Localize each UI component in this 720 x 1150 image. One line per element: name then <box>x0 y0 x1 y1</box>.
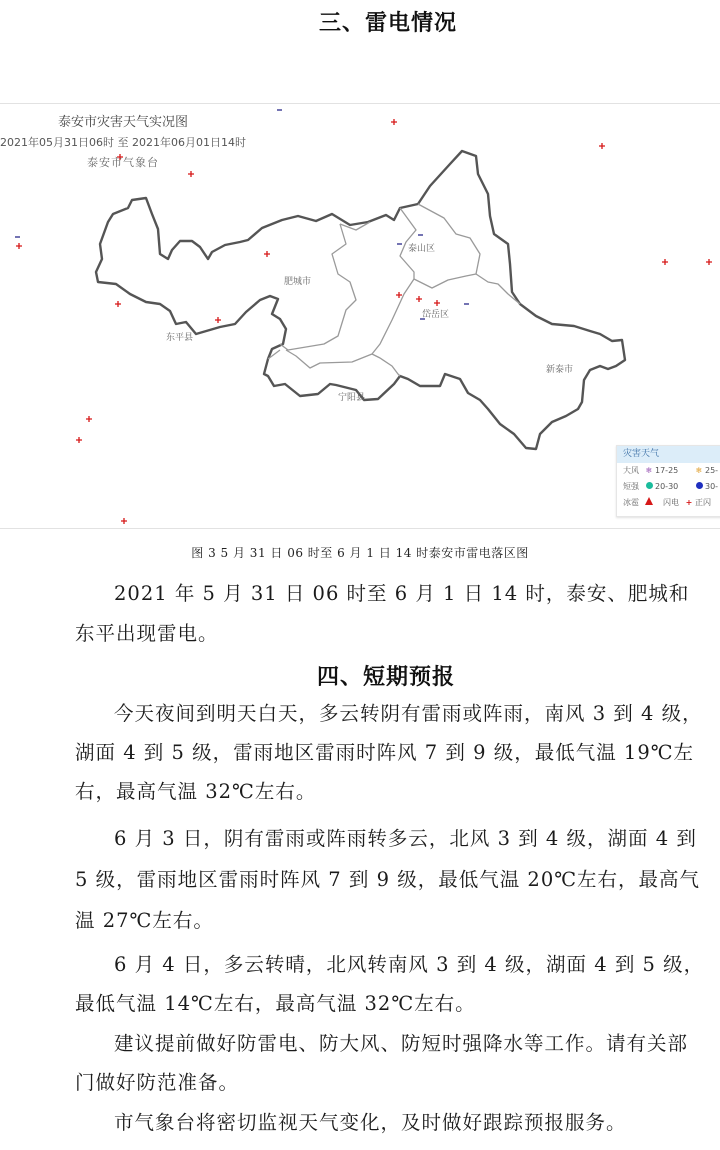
legend-label-hail: 冰雹 <box>623 498 639 507</box>
legend-label-wind: 大风 <box>623 466 639 475</box>
wind-orange-icon: ❄ <box>695 466 703 475</box>
district-label-daiyue: 岱岳区 <box>422 310 450 320</box>
legend-row-rain <box>617 479 720 495</box>
section-heading-thunder: 三、雷电情况 <box>318 11 457 36</box>
section-heading-forecast: 四、短期预报 <box>316 665 455 690</box>
legend-row-hail-lightning <box>617 495 720 511</box>
legend-row-wind <box>617 463 720 479</box>
paragraph-monitoring: 市气象台将密切监视天气变化，及时做好跟踪预报服务。 <box>114 1111 627 1134</box>
rain-blue-dot-icon <box>693 479 705 495</box>
paragraph-june-4: 6 月 4 日，多云转晴，北风转南风 3 到 4 级，湖面 4 到 5 级，最低气温 14℃左右，最高气温 32℃左右。 <box>75 953 705 1015</box>
map-agency: 泰安市气象台 <box>87 156 159 169</box>
district-label-feicheng: 肥城市 <box>284 277 312 287</box>
legend-label-lightning: 闪电 <box>663 498 679 507</box>
map-legend <box>616 445 720 517</box>
district-label-dongping: 东平县 <box>166 333 194 343</box>
positive-lightning-plus-icon: + <box>685 498 693 507</box>
paragraph-june-3: 6 月 3 日，阴有雷雨或阵雨转多云，北风 3 到 4 级，湖面 4 到 5 级，雷雨地区雷雨时阵风 7 到 9 级，最低气温 20℃左右，最高气温 27℃左右。 <box>75 827 701 932</box>
figure-caption: 图 3 5 月 31 日 06 时至 6 月 1 日 14 时泰安市雷电落区图 <box>191 546 529 560</box>
map-title: 泰安市灾害天气实况图 <box>58 115 189 130</box>
legend-value-rain-b: 30- <box>705 482 719 491</box>
positive-lightning-markers <box>16 119 712 524</box>
legend-title: 灾害天气 <box>617 446 720 463</box>
legend-label-positive: 正闪 <box>695 498 711 507</box>
district-label-taishan: 泰山区 <box>408 244 436 254</box>
paragraph-advice: 建议提前做好防雷电、防大风、防短时强降水等工作。请有关部门做好防范准备。 <box>75 1032 689 1094</box>
hail-triangle-icon <box>643 495 655 511</box>
district-label-xintai: 新泰市 <box>546 365 574 375</box>
legend-value-wind-b: 25- <box>705 466 719 475</box>
district-label-ningyang: 宁阳县 <box>338 393 366 403</box>
legend-value-rain-a: 20-30 <box>655 482 679 491</box>
paragraph-tonight-tomorrow: 今天夜间到明天白天，多云转阴有雷雨或阵雨，南风 3 到 4 级，湖面 4 到 5 级，雷雨地区雷雨时阵风 7 到 9 级，最低气温 19℃左右，最高气温 32℃左右。 <box>75 702 703 803</box>
paragraph-thunder-summary: 2021 年 5 月 31 日 06 时至 6 月 1 日 14 时，泰安、肥城和东平出现雷电。 <box>75 582 690 645</box>
lightning-map <box>0 103 720 529</box>
legend-value-wind-a: 17-25 <box>655 466 679 475</box>
rain-teal-dot-icon <box>643 479 655 495</box>
wind-purple-icon: ❄ <box>645 466 653 475</box>
map-time-range: 2021年05月31日06时 至 2021年06月01日14时 <box>0 136 246 149</box>
legend-label-rain: 短强 <box>623 482 639 491</box>
